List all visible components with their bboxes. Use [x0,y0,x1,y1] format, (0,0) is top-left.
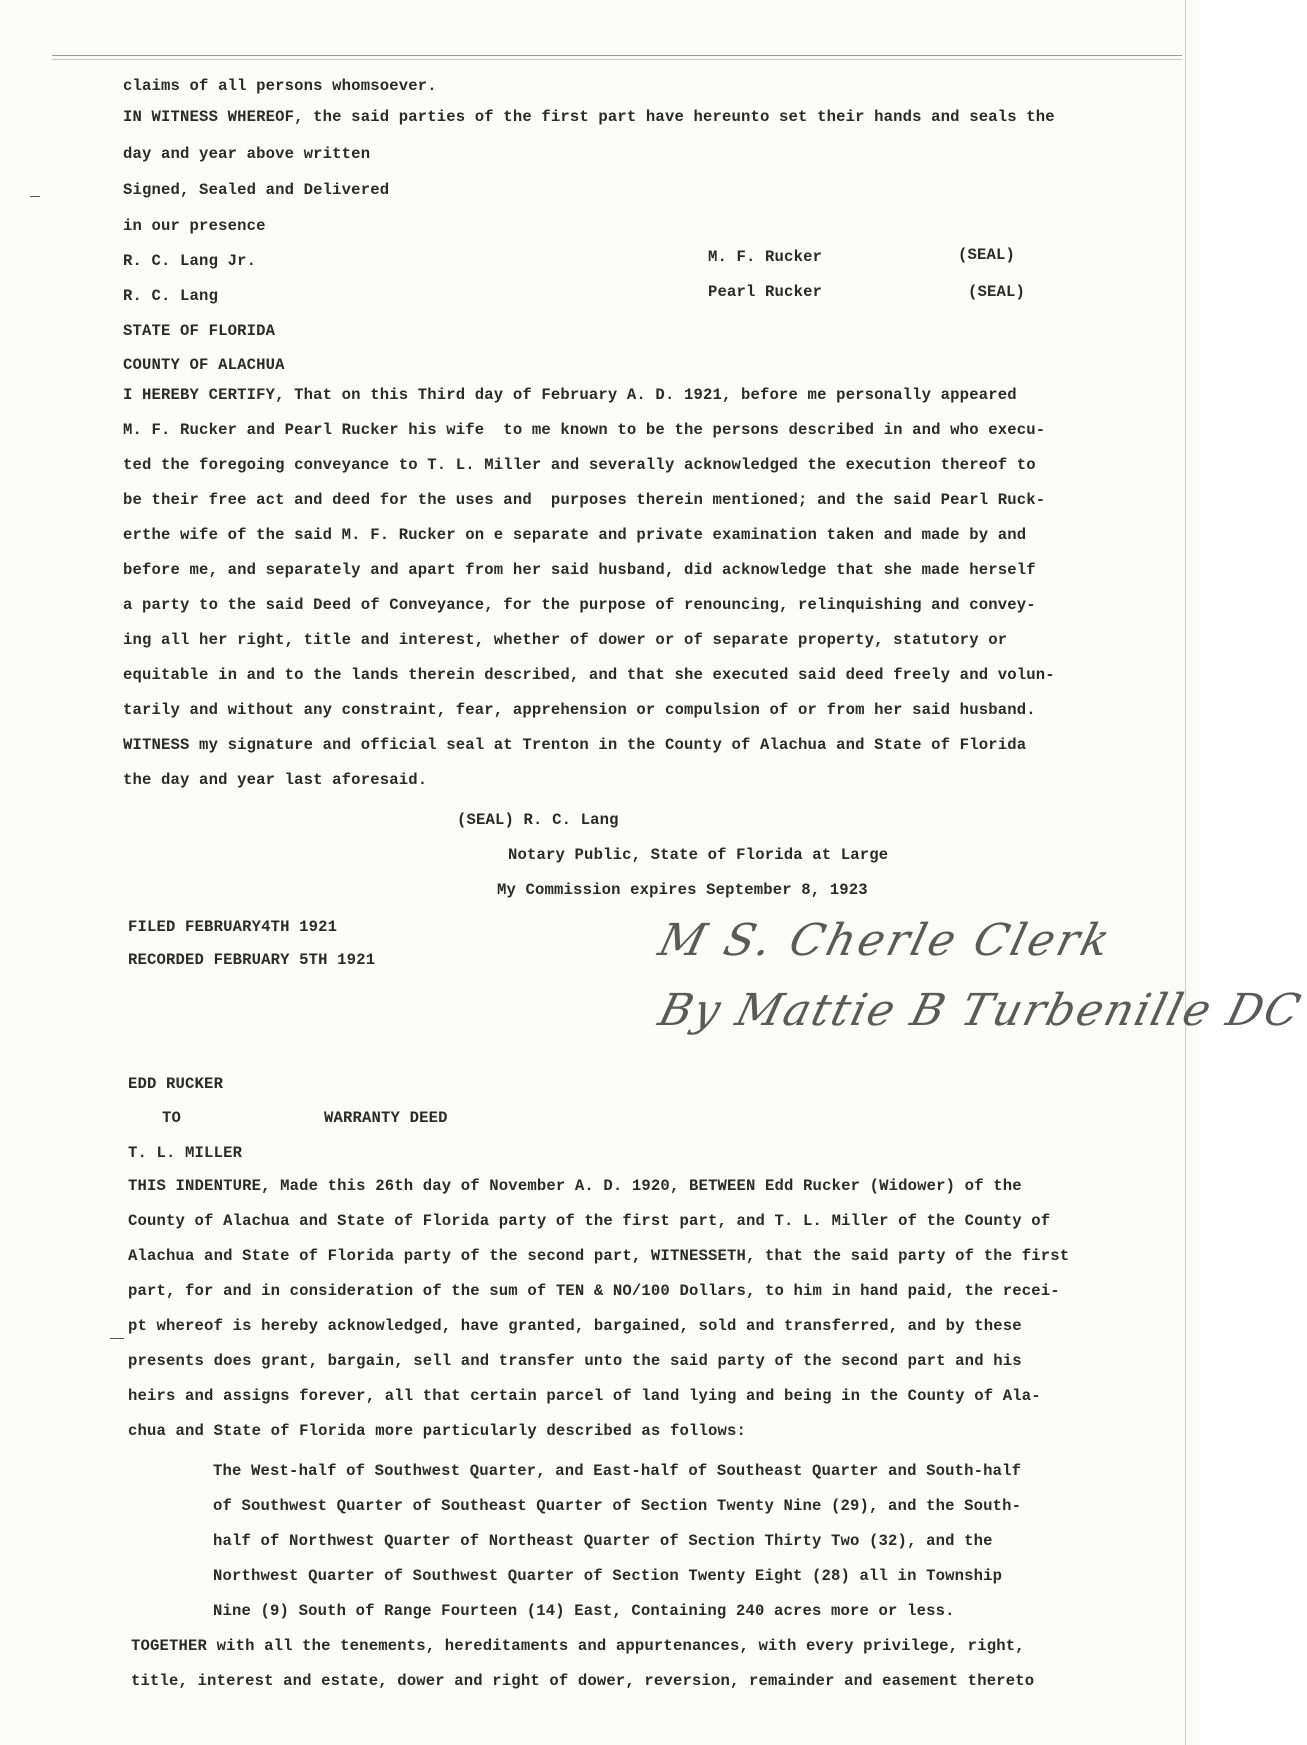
together-line: title, interest and estate, dower and right of dower, reversion, remainder and easement thereto [131,1672,1035,1690]
certificate-line: erthe wife of the said M. F. Rucker on e separate and private examination taken and made by and [123,526,1027,544]
deputy-clerk-signature: By Mattie B Turbenille DC [653,985,1307,1036]
land-description-line: Nine (9) South of Range Fourteen (14) East, Containing 240 acres more or less. [213,1602,955,1620]
deed-grantor-heading: EDD RUCKER [128,1075,224,1093]
certificate-line: M. F. Rucker and Pearl Rucker his wife to me known to be the persons described in and who execu- [123,421,1046,439]
notary-commission: My Commission expires September 8, 1923 [497,881,868,899]
certificate-line: WITNESS my signature and official seal at Trenton in the County of Alachua and State of Florida [123,736,1027,754]
indenture-line: Alachua and State of Florida party of the second part, WITNESSETH, that the said party of the first [128,1247,1070,1265]
land-description-line: Northwest Quarter of Southwest Quarter of Section Twenty Eight (28) all in Township [213,1567,1003,1585]
deed-type-heading: WARRANTY DEED [324,1109,448,1127]
clerk-signature: M S. Cherle Clerk [653,915,1118,966]
indenture-line: pt whereof is hereby acknowledged, have granted, bargained, sold and transferred, and by these [128,1317,1022,1335]
deed-to-heading: TO [162,1109,182,1127]
notary-title: Notary Public, State of Florida at Large [508,846,889,864]
seal-mark: (SEAL) [958,246,1016,264]
notary-seal-name: (SEAL) R. C. Lang [457,811,619,829]
land-description-line: of Southwest Quarter of Southeast Quarter of Section Twenty Nine (29), and the South- [213,1497,1022,1515]
certificate-line: ted the foregoing conveyance to T. L. Miller and severally acknowledged the execution thereof to [123,456,1036,474]
certificate-line: I HEREBY CERTIFY, That on this Third day of February A. D. 1921, before me personally appeared [123,386,1017,404]
indenture-line: chua and State of Florida more particularly described as follows: [128,1422,747,1440]
recorded-date: RECORDED FEBRUARY 5TH 1921 [128,951,376,969]
certificate-line: a party to the said Deed of Conveyance, for the purpose of renouncing, relinquishing and convey- [123,596,1036,614]
grantor-name: M. F. Rucker [708,248,823,266]
venue-county: COUNTY OF ALACHUA [123,356,285,374]
closing-line: IN WITNESS WHEREOF, the said parties of the first part have hereunto set their hands and seals the [123,108,1055,126]
certificate-line: equitable in and to the lands therein described, and that she executed said deed freely and volun- [123,666,1055,684]
top-rule [52,55,1182,60]
certificate-line: the day and year last aforesaid. [123,771,428,789]
venue-state: STATE OF FLORIDA [123,322,276,340]
margin-mark [30,196,40,197]
seal-mark: (SEAL) [968,283,1026,301]
indenture-line: County of Alachua and State of Florida party of the first part, and T. L. Miller of the County of [128,1212,1051,1230]
closing-line: in our presence [123,217,266,235]
filed-date: FILED FEBRUARY4TH 1921 [128,918,338,936]
certificate-line: before me, and separately and apart from her said husband, did acknowledge that she made herself [123,561,1036,579]
land-description-line: The West-half of Southwest Quarter, and East-half of Southeast Quarter and South-half [213,1462,1022,1480]
grantor-name: Pearl Rucker [708,283,823,301]
witness-name: R. C. Lang [123,287,219,305]
land-description-line: half of Northwest Quarter of Northeast Quarter of Section Thirty Two (32), and the [213,1532,993,1550]
closing-line: day and year above written [123,145,371,163]
margin-mark [110,1338,124,1339]
closing-line: Signed, Sealed and Delivered [123,181,390,199]
deed-grantee-heading: T. L. MILLER [128,1144,243,1162]
closing-line: claims of all persons whomsoever. [123,77,437,95]
certificate-line: be their free act and deed for the uses and purposes therein mentioned; and the said Pearl Ruck- [123,491,1046,509]
page-edge [1185,0,1186,1745]
indenture-line: THIS INDENTURE, Made this 26th day of November A. D. 1920, BETWEEN Edd Rucker (Widower) of the [128,1177,1022,1195]
indenture-line: part, for and in consideration of the sum of TEN & NO/100 Dollars, to him in hand paid, the recei- [128,1282,1060,1300]
indenture-line: heirs and assigns forever, all that certain parcel of land lying and being in the County of Ala- [128,1387,1041,1405]
certificate-line: tarily and without any constraint, fear, apprehension or compulsion of or from her said husband. [123,701,1036,719]
witness-name: R. C. Lang Jr. [123,252,257,270]
certificate-line: ing all her right, title and interest, whether of dower or of separate property, statutory or [123,631,1008,649]
together-line: TOGETHER with all the tenements, hereditaments and appurtenances, with every privilege, right, [131,1637,1025,1655]
indenture-line: presents does grant, bargain, sell and transfer unto the said party of the second part and his [128,1352,1022,1370]
